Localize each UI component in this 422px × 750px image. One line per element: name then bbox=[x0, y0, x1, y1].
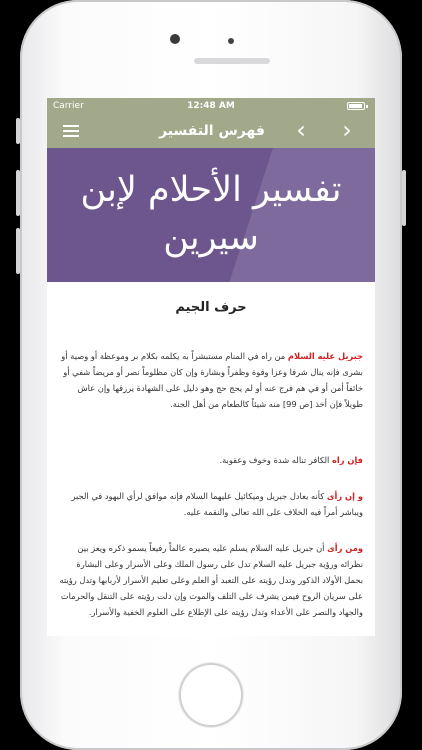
paragraph-keyword: و إن رأى bbox=[326, 491, 363, 501]
paragraph bbox=[59, 488, 363, 520]
battery-icon bbox=[347, 102, 369, 111]
power-button bbox=[402, 170, 406, 226]
back-arrow-icon[interactable]: ‹ bbox=[296, 116, 306, 144]
paragraph bbox=[59, 348, 363, 412]
nav-title: فهرس التفسير bbox=[159, 123, 265, 139]
earpiece-speaker bbox=[194, 58, 270, 64]
paragraph-text: الكافر تناله شدة وخوف وعقوبة. bbox=[219, 455, 332, 465]
banner-title: تفسير الأحلام لإبن سيرين bbox=[80, 170, 342, 258]
paragraph bbox=[59, 452, 363, 468]
paragraph-text: من راه في المنام مستبشراً به يكلمه بكلام بر وموعظة أو وصية أو بشرى فإنه ينال شرفا وعزا وقوة وظفراً وبشارة وإن كان مظلوماً نصر أو مريضاً شفي أو خائفاً أمن أو في هم فرج عنه أو لم يحج حج وهو دليل على الشهادة يرزقها وإن عاش طويلاً فإن أخذ [ص 99] منه شيئاً كالطعام من أهل الجنة. bbox=[61, 351, 363, 409]
mute-switch bbox=[16, 118, 20, 144]
clock-label: 12:48 AM bbox=[187, 101, 235, 111]
carrier-label: Carrier bbox=[53, 101, 84, 111]
paragraph-keyword: فإن راه bbox=[331, 455, 363, 465]
status-bar bbox=[47, 98, 375, 114]
section-heading: حرف الجيم bbox=[175, 300, 247, 315]
proximity-sensor bbox=[228, 38, 234, 44]
paragraph-keyword: جبريل عليه السلام bbox=[287, 351, 363, 361]
home-button[interactable] bbox=[179, 663, 243, 727]
volume-up-button bbox=[16, 170, 20, 216]
title-banner bbox=[47, 148, 375, 282]
navigation-bar bbox=[47, 98, 375, 148]
hamburger-icon[interactable] bbox=[63, 125, 79, 137]
paragraph-text: كأنه يعادل جبريل وميكائيل عليهما السلام فإنه موافق لرأي اليهود في الجبر ويباشر أمراً فيه الخلاف على الله تعالى والنقمة عليه. bbox=[71, 491, 363, 517]
paragraph-text: أن جبريل عليه السلام يسلم عليه يصيره عالماً رفيعاً يسمو ذكره ويعز بين نظرائه ورؤية جبريل عليه السلام تدل على رسول الملك وعلى الأسرار وعلى البشارة بحمل الأولاد الذكور وتدل رؤيته على التعبد أو العلم وعلى تعليم الأسرار لأربابها وتدل رؤيته على سريان الروح فيمن يشرف على التلف والموت وإن دلت رؤيته على التنقل والحرمات والجهاد والنصر على الأعداء وتدل رؤيته على الإطلاع على العلوم الخفية والأسرار. bbox=[59, 543, 363, 617]
paragraph bbox=[59, 540, 363, 620]
front-camera bbox=[170, 34, 180, 44]
app-screen bbox=[47, 98, 375, 636]
volume-down-button bbox=[16, 228, 20, 274]
forward-arrow-icon[interactable]: › bbox=[342, 116, 352, 144]
paragraph-keyword: ومن رأى bbox=[327, 543, 363, 553]
